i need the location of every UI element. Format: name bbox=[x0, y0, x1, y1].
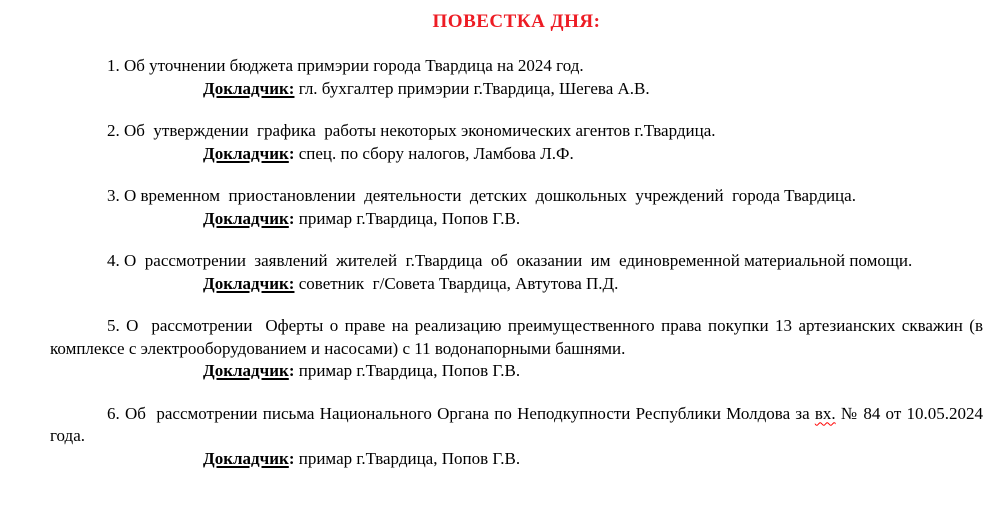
agenda-item-4-speaker-line bbox=[50, 273, 983, 296]
speaker-colon: : bbox=[288, 143, 295, 163]
speaker-colon: : bbox=[288, 208, 295, 228]
speaker-label: Докладчик: bbox=[203, 78, 295, 98]
agenda-item-6-text bbox=[50, 403, 988, 448]
agenda-item-5 bbox=[50, 315, 988, 383]
speaker-label: Докладчик: bbox=[203, 273, 295, 293]
agenda-item-2-speaker-line bbox=[50, 143, 983, 166]
document-title: ПОВЕСТКА ДНЯ: bbox=[432, 11, 601, 32]
agenda-item-6 bbox=[50, 403, 988, 471]
agenda-item-6-speaker-line bbox=[50, 448, 983, 471]
agenda-item-2 bbox=[50, 120, 983, 165]
agenda-item-3-text: 3. О временном приостановлении деятельности детских дошкольных учреждений города Твардица. bbox=[107, 186, 856, 205]
speaker-text: советник г/Совета Твардица, Автутова П.Д. bbox=[294, 273, 619, 293]
agenda-item-1 bbox=[50, 55, 983, 100]
agenda-item-2-text: 2. Об утверждении графика работы некоторых экономических агентов г.Твардица. bbox=[107, 121, 716, 140]
speaker-label: Докладчик bbox=[203, 448, 289, 468]
speaker-colon: : bbox=[288, 361, 295, 380]
speaker-text: примар г.Твардица, Попов Г.В. bbox=[294, 448, 521, 468]
agenda-item-4 bbox=[50, 250, 983, 295]
agenda-item-3-speaker-line bbox=[50, 208, 983, 231]
speaker-label: Докладчик bbox=[203, 208, 289, 228]
agenda-item-6-text-after: № 84 от 10.05.2024 года. bbox=[50, 403, 988, 445]
speaker-text: примар г.Твардица, Попов Г.В. bbox=[294, 208, 521, 228]
speaker-text: гл. бухгалтер примэрии г.Твардица, Шегева А.В. bbox=[294, 78, 650, 98]
agenda-item-3 bbox=[50, 185, 983, 230]
speaker-label: Докладчик bbox=[203, 361, 289, 380]
speaker-colon: : bbox=[288, 448, 295, 468]
misspelled-word-spellcheck-underline: вх. bbox=[814, 403, 836, 423]
agenda-item-5-speaker-line bbox=[50, 360, 983, 383]
agenda-item-1-text: 1. Об уточнении бюджета примэрии города Твардица на 2024 год. bbox=[107, 56, 584, 75]
agenda-item-4-text: 4. О рассмотрении заявлений жителей г.Твардица об оказании им единовременной материальной помощи. bbox=[107, 251, 913, 270]
agenda-item-1-speaker-line bbox=[50, 78, 983, 101]
agenda-item-6-text-before: 6. Об рассмотрении письма Национального Органа по Неподкупности Республики Молдова за bbox=[107, 403, 815, 423]
speaker-text: примар г.Твардица, Попов Г.В. bbox=[294, 361, 521, 380]
speaker-label: Докладчик bbox=[203, 143, 289, 163]
agenda-item-5-text: 5. О рассмотрении Оферты о праве на реализацию преимущественного права покупки 13 артезианских скважин (в комплексе с электрооборудованием и насосами) с 11 водонапорными башнями. bbox=[50, 316, 988, 358]
speaker-text: спец. по сбору налогов, Ламбова Л.Ф. bbox=[294, 143, 574, 163]
